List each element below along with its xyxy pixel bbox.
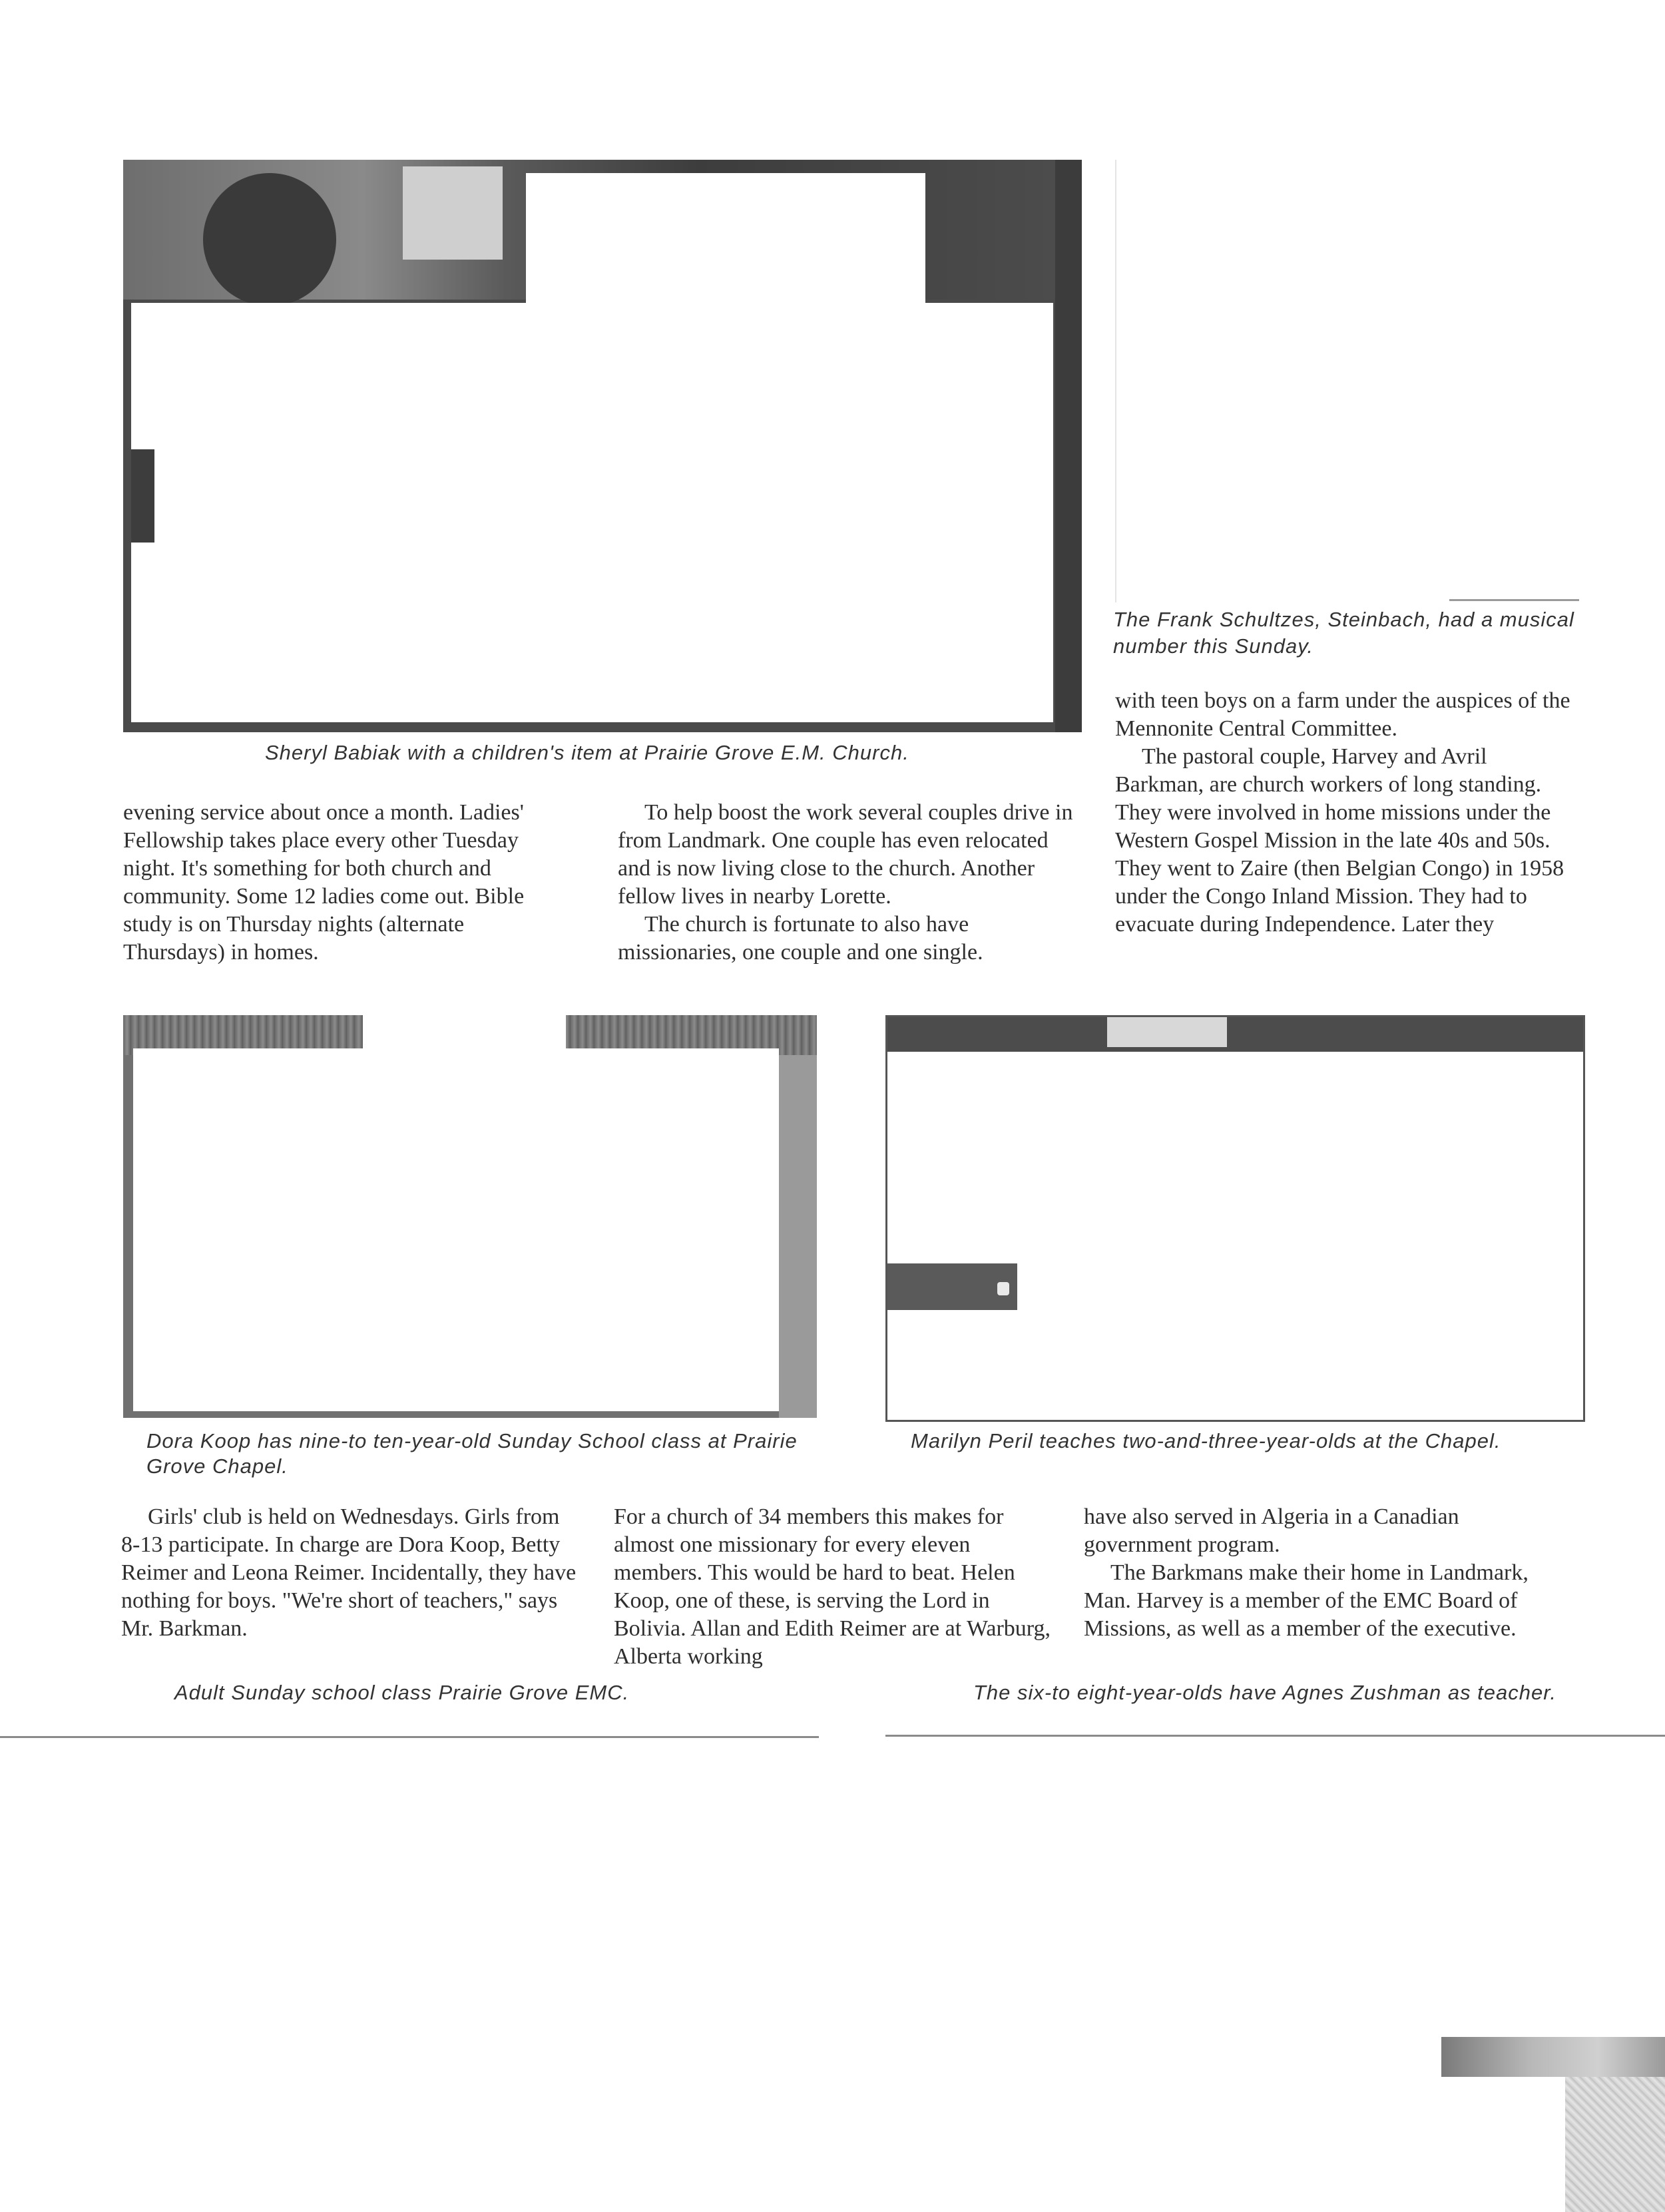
- photo-mask-main: [131, 303, 1053, 722]
- paragraph: The Barkmans make their home in Landmark, Man. Harvey is a member of the EMC Board of Missions, as well as a member of the executive.: [1084, 1560, 1529, 1641]
- paragraph: evening service about once a month. Ladies' Fellowship takes place every other Tuesday night. It's something for both church and community. Some 12 ladies come out. Bible study is on Thursday nights (alternate Thursdays) in homes.: [123, 800, 525, 965]
- text-column-right-top: [1115, 687, 1581, 939]
- divider-right: [885, 1735, 1665, 1737]
- photo-marilyn-peril-class: [885, 1015, 1585, 1422]
- paragraph: have also served in Algeria in a Canadian government program.: [1084, 1504, 1459, 1557]
- caption-top-right: The Frank Schultzes, Steinbach, had a musical number this Sunday.: [1113, 608, 1574, 658]
- photo-right-edge: [1055, 160, 1082, 732]
- text-column-left-mid: [123, 799, 563, 967]
- photo-fragment-side: [1565, 2077, 1665, 2212]
- caption-bottom-right: The six-to eight-year-olds have Agnes Zushman as teacher.: [973, 1681, 1557, 1704]
- photo-dora-koop-class: [123, 1015, 817, 1418]
- text-column-center-mid: [618, 799, 1078, 967]
- photo-small-object: [997, 1282, 1009, 1295]
- caption-mid-right: Marilyn Peril teaches two-and-three-year-olds at the Chapel.: [911, 1429, 1501, 1452]
- text-column-left-bottom: [121, 1503, 581, 1643]
- photo-mask: [1441, 2077, 1565, 2212]
- caption-top-left: Sheryl Babiak with a children's item at Prairie Grove E.M. Church.: [265, 741, 909, 764]
- photo-sheryl-babiak: [123, 160, 1082, 732]
- paragraph: For a church of 34 members this makes for almost one missionary for every eleven members. This would be hard to beat. Helen Koop, one of these, is serving the Lord in Bolivia. Allan and Edith Reimer are at Warburg, Alberta working: [614, 1504, 1051, 1669]
- photo-window: [403, 166, 503, 260]
- paragraph: To help boost the work several couples drive in from Landmark. One couple has even relocated and is now living close to the church. Another fellow lives in nearby Lorette.: [618, 800, 1073, 909]
- photo-top-strip: [887, 1017, 1583, 1052]
- photo-fragment-corner: [1441, 2037, 1665, 2212]
- paragraph: The pastoral couple, Harvey and Avril Barkman, are church workers of long standing. They were involved in home missions under the Western Gospel Mission in the late 40s and 50s. They went to Zaire (then Belgian Congo) in 1958 under the Congo Inland Mission. They had to evacuate during Independence. Later they: [1115, 744, 1564, 937]
- paragraph: Girls' club is held on Wednesdays. Girls from 8-13 participate. In charge are Dora Koop, Betty Reimer and Leona Reimer. Incidentally, they have nothing for boys. "We're short of teachers," says Mr. Barkman.: [121, 1504, 577, 1641]
- photo-figure-hair: [203, 173, 336, 306]
- text-column-right-bottom: [1084, 1503, 1550, 1643]
- paragraph: The church is fortunate to also have missionaries, one couple and one single.: [618, 912, 983, 965]
- photo-bottom-rule: [1449, 599, 1579, 601]
- caption-mid-left: Dora Koop has nine-to ten-year-old Sunday School class at Prairie Grove Chapel.: [146, 1429, 798, 1478]
- divider-left: [0, 1736, 819, 1738]
- paragraph: with teen boys on a farm under the auspices of the Mennonite Central Committee.: [1115, 688, 1570, 741]
- photo-frank-schultzes: [1115, 160, 1579, 602]
- photo-right-figure: [779, 1055, 817, 1418]
- photo-top-picture: [1107, 1017, 1227, 1047]
- photo-left-shadow: [131, 449, 154, 543]
- text-column-center-bottom: [614, 1503, 1057, 1671]
- photo-fragment-top: [1441, 2037, 1665, 2077]
- photo-mask-upper: [526, 173, 925, 306]
- caption-bottom-left: Adult Sunday school class Prairie Grove EMC.: [174, 1681, 630, 1704]
- photo-mask-main: [133, 1048, 779, 1411]
